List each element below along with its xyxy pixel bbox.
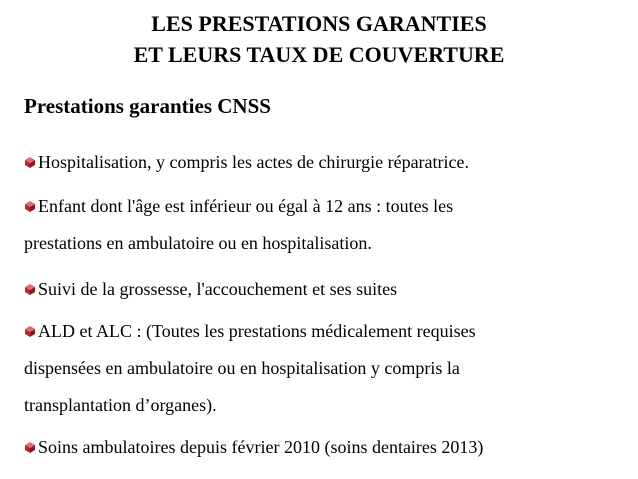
list-item-continuation: prestations en ambulatoire ou en hospitalisation.	[24, 233, 372, 253]
red-cube-bullet-icon	[24, 156, 36, 169]
list-item-text: ALD et ALC : (Toutes les prestations médicalement requises	[38, 321, 476, 341]
list-item-continuation: transplantation d’organes).	[24, 395, 217, 415]
red-cube-bullet-icon	[24, 441, 36, 454]
list-item-text: Enfant dont l'âge est inférieur ou égal à 12 ans : toutes les	[38, 196, 454, 216]
list-item	[24, 194, 453, 218]
list-item	[24, 319, 476, 343]
list-item-continuation: dispensées en ambulatoire ou en hospitalisation y compris la	[24, 358, 460, 378]
red-cube-bullet-icon	[24, 200, 36, 213]
red-cube-bullet-icon	[24, 325, 36, 338]
list-item-text: Soins ambulatoires depuis février 2010 (soins dentaires 2013)	[38, 437, 484, 457]
list-item-text: Suivi de la grossesse, l'accouchement et ses suites	[38, 279, 398, 299]
list-item	[24, 277, 397, 301]
section-heading: Prestations garanties CNSS	[24, 94, 271, 118]
list-item	[24, 150, 469, 174]
title-line-2: ET LEURS TAUX DE COUVERTURE	[133, 42, 505, 67]
list-item-text: Hospitalisation, y compris les actes de chirurgie réparatrice.	[38, 152, 470, 172]
title-line-1: LES PRESTATIONS GARANTIES	[151, 11, 487, 36]
list-item	[24, 435, 483, 459]
red-cube-bullet-icon	[24, 283, 36, 296]
slide-title	[0, 8, 638, 70]
